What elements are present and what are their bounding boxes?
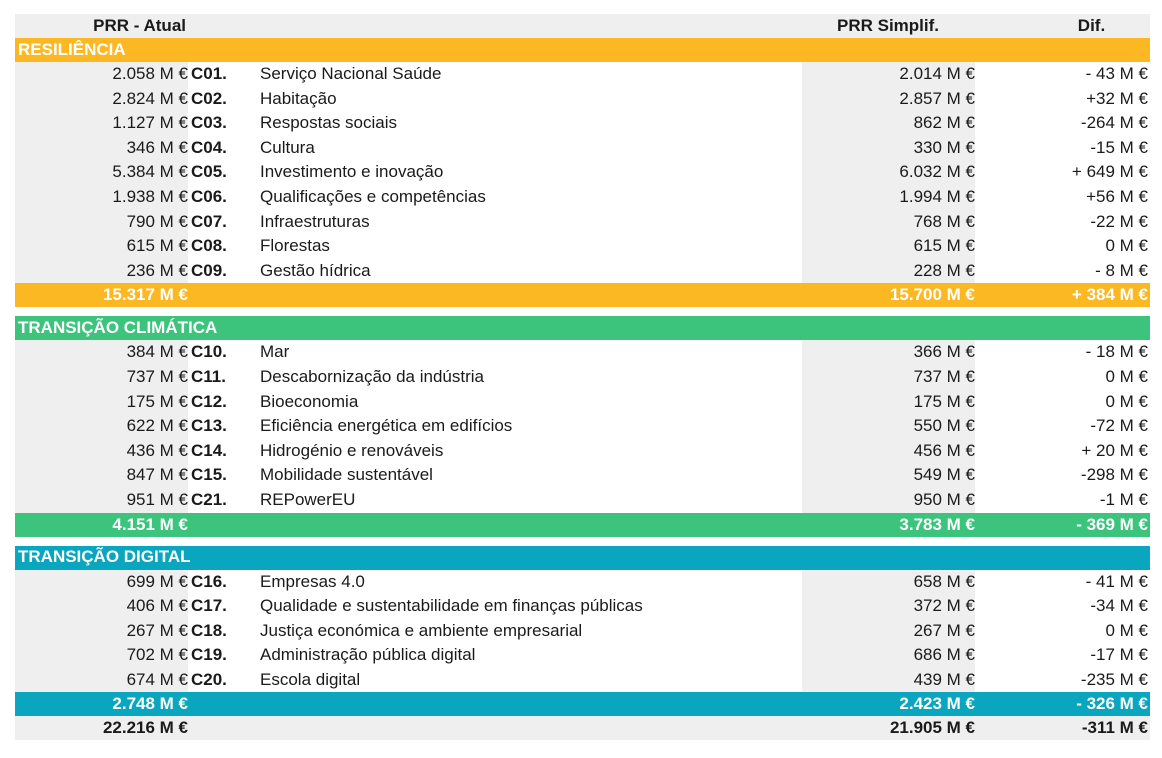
diff-value: -17 M € xyxy=(1090,645,1148,665)
subtotal-simplified: 3.783 M € xyxy=(899,514,975,534)
component-name: Mobilidade sustentável xyxy=(260,465,433,485)
diff-value: +56 M € xyxy=(1086,186,1148,206)
table-row xyxy=(15,594,1150,619)
simplified-value: 1.994 M € xyxy=(802,185,975,210)
component-code: C20. xyxy=(191,669,227,689)
current-value: 406 M € xyxy=(15,594,188,619)
simplified-value: 330 M € xyxy=(802,136,975,161)
subtotal-simplified: 15.700 M € xyxy=(889,285,975,305)
component-name: Administração pública digital xyxy=(260,645,476,665)
table-row xyxy=(15,414,1150,439)
current-value: 267 M € xyxy=(15,619,188,644)
simplified-value: 950 M € xyxy=(802,488,975,513)
section-title: TRANSIÇÃO DIGITAL xyxy=(18,547,191,567)
component-code: C04. xyxy=(191,137,227,157)
component-name: Justiça económica e ambiente empresarial xyxy=(260,620,583,640)
simplified-value: 372 M € xyxy=(802,594,975,619)
component-name: Respostas sociais xyxy=(260,113,398,133)
simplified-value: 862 M € xyxy=(802,111,975,136)
simplified-value: 550 M € xyxy=(802,414,975,439)
component-name: Infraestruturas xyxy=(260,211,370,231)
simplified-value: 737 M € xyxy=(802,365,975,390)
simplified-value: 439 M € xyxy=(802,668,975,693)
current-value: 702 M € xyxy=(15,643,188,668)
diff-value: -15 M € xyxy=(1090,137,1148,157)
table-row xyxy=(15,488,1150,513)
component-code: C06. xyxy=(191,186,227,206)
simplified-value: 768 M € xyxy=(802,210,975,235)
simplified-value: 658 M € xyxy=(802,570,975,595)
section-subtotal-row xyxy=(15,283,1150,307)
diff-value: 0 M € xyxy=(1105,391,1148,411)
header-simplified: PRR Simplif. xyxy=(836,16,939,35)
component-name: Eficiência energética em edifícios xyxy=(260,416,513,436)
simplified-value: 456 M € xyxy=(802,439,975,464)
total-current: 22.216 M € xyxy=(102,718,188,738)
total-diff: -311 M € xyxy=(1081,718,1148,738)
component-code: C05. xyxy=(191,162,227,182)
section-subtotal-row xyxy=(15,513,1150,537)
component-name: Investimento e inovação xyxy=(260,162,444,182)
component-code: C02. xyxy=(191,88,227,108)
diff-value: - 41 M € xyxy=(1085,571,1148,591)
diff-value: 0 M € xyxy=(1105,236,1148,256)
simplified-value: 615 M € xyxy=(802,234,975,259)
current-value: 175 M € xyxy=(15,390,188,415)
simplified-value: 2.857 M € xyxy=(802,87,975,112)
current-value: 384 M € xyxy=(15,340,188,365)
diff-value: 0 M € xyxy=(1105,620,1148,640)
section-header-transicao-climatica xyxy=(15,316,1150,340)
diff-value: - 8 M € xyxy=(1095,260,1148,280)
current-value: 951 M € xyxy=(15,488,188,513)
diff-value: -298 M € xyxy=(1080,465,1148,485)
section-title: RESILIÊNCIA xyxy=(18,39,126,59)
component-code: C08. xyxy=(191,236,227,256)
table-body xyxy=(15,38,1150,716)
diff-value: -1 M € xyxy=(1099,489,1148,509)
component-code: C19. xyxy=(191,645,227,665)
component-name: Mar xyxy=(260,342,290,362)
component-code: C21. xyxy=(191,489,227,509)
component-name: Gestão hídrica xyxy=(260,260,371,280)
header-row xyxy=(15,14,1150,38)
current-value: 1.938 M € xyxy=(15,185,188,210)
table-row xyxy=(15,570,1150,595)
table-row xyxy=(15,234,1150,259)
component-code: C09. xyxy=(191,260,227,280)
diff-value: -34 M € xyxy=(1090,596,1148,616)
simplified-value: 267 M € xyxy=(802,619,975,644)
section-gap xyxy=(15,307,1150,316)
table-row xyxy=(15,643,1150,668)
component-code: C01. xyxy=(191,64,227,83)
component-name: Descabornização da indústria xyxy=(260,366,484,386)
current-value: 436 M € xyxy=(15,439,188,464)
table-row xyxy=(15,390,1150,415)
diff-value: -235 M € xyxy=(1080,669,1148,689)
diff-value: +32 M € xyxy=(1086,88,1148,108)
section-header-resiliencia xyxy=(15,38,1150,62)
component-name: Hidrogénio e renováveis xyxy=(260,440,444,460)
component-code: C15. xyxy=(191,465,227,485)
component-code: C07. xyxy=(191,211,227,231)
component-name: Qualificações e competências xyxy=(260,186,486,206)
table-row xyxy=(15,136,1150,161)
diff-value: - 43 M € xyxy=(1085,64,1148,83)
simplified-value: 175 M € xyxy=(802,390,975,415)
section-title: TRANSIÇÃO CLIMÁTICA xyxy=(18,318,218,338)
subtotal-diff: + 384 M € xyxy=(1071,285,1148,305)
grand-total-row xyxy=(15,716,1150,740)
total-simplified: 21.905 M € xyxy=(889,718,975,738)
simplified-value: 686 M € xyxy=(802,643,975,668)
component-name: Habitação xyxy=(260,88,337,108)
subtotal-diff: - 326 M € xyxy=(1076,694,1148,714)
diff-value: + 649 M € xyxy=(1071,162,1148,182)
current-value: 622 M € xyxy=(15,414,188,439)
component-code: C12. xyxy=(191,391,227,411)
section-gap xyxy=(15,537,1150,546)
current-value: 346 M € xyxy=(15,136,188,161)
component-code: C16. xyxy=(191,571,227,591)
component-name: Cultura xyxy=(260,137,315,157)
table-row xyxy=(15,111,1150,136)
prr-comparison-table xyxy=(15,14,1150,740)
table-row xyxy=(15,619,1150,644)
diff-value: - 18 M € xyxy=(1085,342,1148,362)
table-row xyxy=(15,365,1150,390)
current-value: 236 M € xyxy=(15,259,188,284)
subtotal-diff: - 369 M € xyxy=(1076,514,1148,534)
component-name: Bioeconomia xyxy=(260,391,359,411)
simplified-value: 366 M € xyxy=(802,340,975,365)
table-row xyxy=(15,463,1150,488)
component-name: Empresas 4.0 xyxy=(260,571,365,591)
current-value: 737 M € xyxy=(15,365,188,390)
component-code: C17. xyxy=(191,596,227,616)
simplified-value: 6.032 M € xyxy=(802,160,975,185)
component-code: C14. xyxy=(191,440,227,460)
component-code: C11. xyxy=(191,366,226,386)
table-row xyxy=(15,185,1150,210)
component-code: C03. xyxy=(191,113,227,133)
table-row xyxy=(15,62,1150,87)
current-value: 1.127 M € xyxy=(15,111,188,136)
diff-value: 0 M € xyxy=(1105,366,1148,386)
simplified-value: 228 M € xyxy=(802,259,975,284)
header-current: PRR - Atual xyxy=(93,16,186,35)
component-code: C10. xyxy=(191,342,227,362)
subtotal-simplified: 2.423 M € xyxy=(899,694,975,714)
diff-value: -22 M € xyxy=(1090,211,1148,231)
diff-value: -264 M € xyxy=(1080,113,1148,133)
simplified-value: 2.014 M € xyxy=(802,62,975,87)
table-row xyxy=(15,259,1150,284)
subtotal-current: 15.317 M € xyxy=(102,285,188,305)
component-name: Qualidade e sustentabilidade em finanças públicas xyxy=(260,596,643,616)
table-row xyxy=(15,87,1150,112)
diff-value: + 20 M € xyxy=(1081,440,1148,460)
component-name: REPowerEU xyxy=(260,489,356,509)
table-row xyxy=(15,340,1150,365)
section-header-transicao-digital xyxy=(15,546,1150,570)
subtotal-current: 4.151 M € xyxy=(112,514,188,534)
subtotal-current: 2.748 M € xyxy=(112,694,188,714)
header-diff: Dif. xyxy=(1077,16,1106,35)
current-value: 674 M € xyxy=(15,668,188,693)
component-name: Florestas xyxy=(260,236,330,256)
current-value: 2.824 M € xyxy=(15,87,188,112)
current-value: 790 M € xyxy=(15,210,188,235)
component-code: C18. xyxy=(191,620,227,640)
table-row xyxy=(15,439,1150,464)
table-row xyxy=(15,210,1150,235)
section-subtotal-row xyxy=(15,692,1150,716)
current-value: 5.384 M € xyxy=(15,160,188,185)
current-value: 847 M € xyxy=(15,463,188,488)
component-name: Escola digital xyxy=(260,669,361,689)
diff-value: -72 M € xyxy=(1090,416,1148,436)
current-value: 2.058 M € xyxy=(15,62,188,87)
component-code: C13. xyxy=(191,416,227,436)
component-name: Serviço Nacional Saúde xyxy=(260,64,442,83)
current-value: 699 M € xyxy=(15,570,188,595)
table-row xyxy=(15,668,1150,693)
current-value: 615 M € xyxy=(15,234,188,259)
simplified-value: 549 M € xyxy=(802,463,975,488)
table-row xyxy=(15,160,1150,185)
